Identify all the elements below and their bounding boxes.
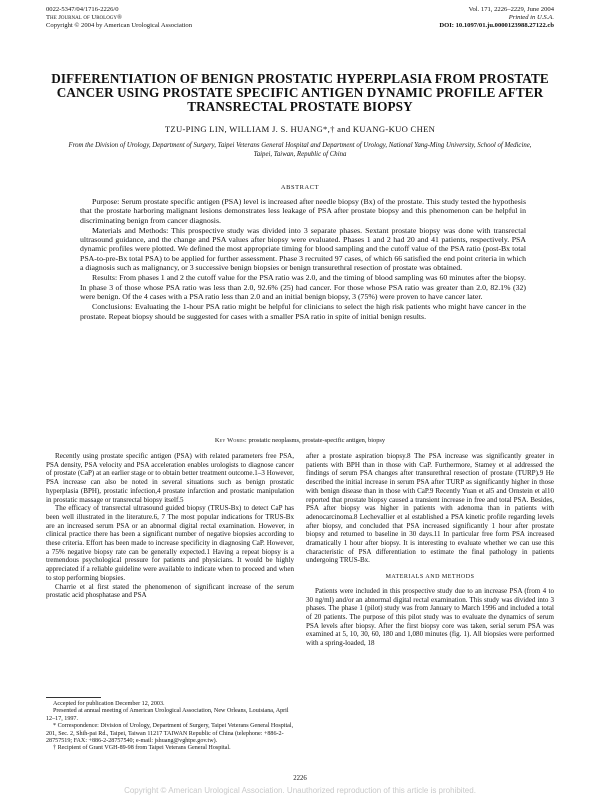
footnote: † Recipient of Grant VGH-89-98 from Taipei Veterans General Hospital. <box>53 745 231 752</box>
body-column-right <box>306 452 554 648</box>
copyright-watermark: Copyright © American Urological Association. Unauthorized reproduction of this article is prohibited. <box>124 786 476 795</box>
footnote: Presented at annual meeting of American Urological Association, New Orleans, Louisiana, April 12–17, 1997. <box>46 708 289 722</box>
journal-header-left <box>46 6 192 31</box>
doi-line: DOI: 10.1097/01.ju.0000123988.27122.cb <box>439 22 554 30</box>
copyright-line: Copyright © 2004 by American Urological Association <box>46 22 193 30</box>
abstract-methods: Materials and Methods: This prospective study was divided into 3 separate phases. Sextant prostate biopsy was done with transrectal ultrasound guidance, and the change and PSA values after biopsy were evaluated. Phases 1 and 2 had 20 and 41 patients, respectively. PSA dynamic profiles were plotted. We defined the most appropriate timing for blood sampling and the cutoff value of the PSA ratio (post-Bx total PSA-to-pre-Bx total PSA) to be applied for further assessment. Phase 3 recruited 97 cases, of which 66 satisfied the end point criteria in which a diagnosis such as malignancy, or 3 successive benign biopsies or benign transurethral resection of prostate was obtained. <box>80 225 526 273</box>
issn-line: 0022-5347/04/1716-2226/0 <box>46 6 119 13</box>
article-title: DIFFERENTIATION OF BENIGN PROSTATIC HYPERPLASIA FROM PROSTATE CANCER USING PROSTATE SPECIFIC ANTIGEN DYNAMIC PROFILE AFTER TRANSRECTAL PROSTATE BIOPSY <box>51 71 549 115</box>
footnote: * Correspondence: Division of Urology, Department of Surgery, Taipei Veterans General Hospital, 201, Sec. 2, Shih-pai Rd., Taipei, Taiwan 11217 TAIWAN Republic of China (telephone: +886-2-28757519; FAX: +886-2-28757540; e-mail: jshuang@vghtpe.gov.tw). <box>46 723 294 745</box>
abstract <box>80 197 526 322</box>
affiliation: From the Division of Urology, Department of Surgery, Taipei Veterans General Hospital and Department of Urology, National Yang-Ming University, School of Medicine, Taipei, Taiwan, Republic of China <box>68 142 532 158</box>
methods-paragraph: Patients were included in this prospective study due to an increase PSA (from 4 to 30 ng/ml) and/or an abnormal digital rectal examination. This study was divided into 3 phases. The phase 1 (pilot) study was from January to March 1996 and included a total of 20 patients. The purpose of this pilot study was to evaluate the dynamics of serum PSA levels after biopsy. After the first biopsy core was taken, serial serum PSA was examined at 5, 10, 30, 60, 180 and 1,080 minutes (fig. 1). All biopsies were performed with a spring-loaded, 18 <box>306 586 554 648</box>
journal-name: The Journal of Urology® <box>46 14 123 22</box>
footnote: Accepted for publication December 12, 2003. <box>53 701 165 707</box>
body-paragraph: after a prostate aspiration biopsy.8 The PSA increase was significantly greater in patients with BPH than in those with CaP. Furthermore, Stamey et al addressed the findings of serum PSA changes after transurethral resection of prostate (TURP).9 He described the initial increase in serum PSA after TURP as significantly higher in those with benign disease than in those with CaP.9 Recently Yuan et al5 and Ornstein et al10 reported that prostate biopsy caused a transient increase in free and total PSA. Besides, PSA after biopsy was higher in patients with adenoma than in patients with adenocarcinoma.8 Lechevallier et al established a PSA kinetic profile regarding levels after biopsy, and concluded that PSA increased significantly 1 hour after prostate biopsy and returned to baseline in 30 days.11 In particular free form PSA increased dramatically 1 hour after biopsy. It is interesting to evaluate whether we can use this characteristic of PSA differentiation to estimate the final pathology in patients undergoing TRUS-Bx. <box>306 452 554 565</box>
keywords-text: prostatic neoplasms, prostate-specific antigen, biopsy <box>248 437 386 444</box>
volume-line: Vol. 171, 2226–2229, June 2004 <box>468 6 554 13</box>
methods-heading: MATERIALS AND METHODS <box>385 574 475 581</box>
abstract-heading: ABSTRACT <box>280 184 320 191</box>
printed-line: Printed in U.S.A. <box>508 14 554 22</box>
body-column-left <box>46 452 294 600</box>
footnote-divider <box>46 697 101 698</box>
body-paragraph: Recently using prostate specific antigen (PSA) with related parameters free PSA, PSA density, PSA velocity and PSA acceleration enables urologists to diagnose cancer of prostate (CaP) at an earlier stage or to obtain better treatment outcome.1–3 However, PSA increase can also be noted in several situations such as benign prostatic hyperplasia (BPH), prostatic infection,4 prostate infarction and prostatic manipulation in prostatic massage or transrectal biopsy itself.5 <box>46 452 294 504</box>
abstract-conclusions: Conclusions: Evaluating the 1-hour PSA ratio might be helpful for clinicians to select the high risk patients who might have cancer in the prostate. Repeat biopsy should be suggested for cases with a smaller PSA ratio in spite of initial benign results. <box>80 302 526 321</box>
abstract-results: Results: From phases 1 and 2 the cutoff value for the PSA ratio was 2.0, and the timing of blood sampling was 60 minutes after the biopsy. In phase 3 of those whose PSA ratio was less than 2.0, 92.6% (25) had cancer. For those whose PSA ratio was greater than 2.0, 82.1% (32) were benign. Of the 4 cases with a PSA ratio less than 2.0 and an initial benign biopsy, 3 (75%) were proven to have cancer later. <box>80 273 526 301</box>
footnotes <box>46 701 294 753</box>
body-paragraph: The efficacy of transrectal ultrasound guided biopsy (TRUS-Bx) to detect CaP has been well illustrated in the literature.6, 7 The most popular indications for TRUS-Bx are an increased serum PSA or an abnormal digital rectal examination. However, in clinical practice there has been a significant number of negative biopsies according to these criteria. Effort has been made to increase specificity in diagnosing CaP. However, a 75% negative biopsy rate can be generally expected.1 Having a repeat biopsy is a tremendous psychological pressure for patients and physicians. It would be highly appreciated if a reliable guideline were available to indicate when to proceed and when to stop performing biopsies. <box>46 504 294 582</box>
keywords <box>40 437 560 444</box>
author-list: TZU-PING LIN, WILLIAM J. S. HUANG*,† and KUANG-KUO CHEN <box>164 124 436 134</box>
keywords-label: Key Words: <box>214 437 247 444</box>
journal-header-right <box>439 6 554 31</box>
page-number: 2226 <box>293 775 307 782</box>
body-paragraph: Charrie et al first stated the phenomenon of significant increase of the serum prostatic acid phosphatase and PSA <box>46 582 294 600</box>
abstract-purpose: Purpose: Serum prostate specific antigen (PSA) level is increased after needle biopsy (Bx) of the prostate. This study tested the hypothesis that the prostate harboring malignant lesions demonstrates less leakage of PSA after prostate biopsy and this phenomenon can be helpful in discriminating benign from cancer diagnosis. <box>80 197 526 225</box>
